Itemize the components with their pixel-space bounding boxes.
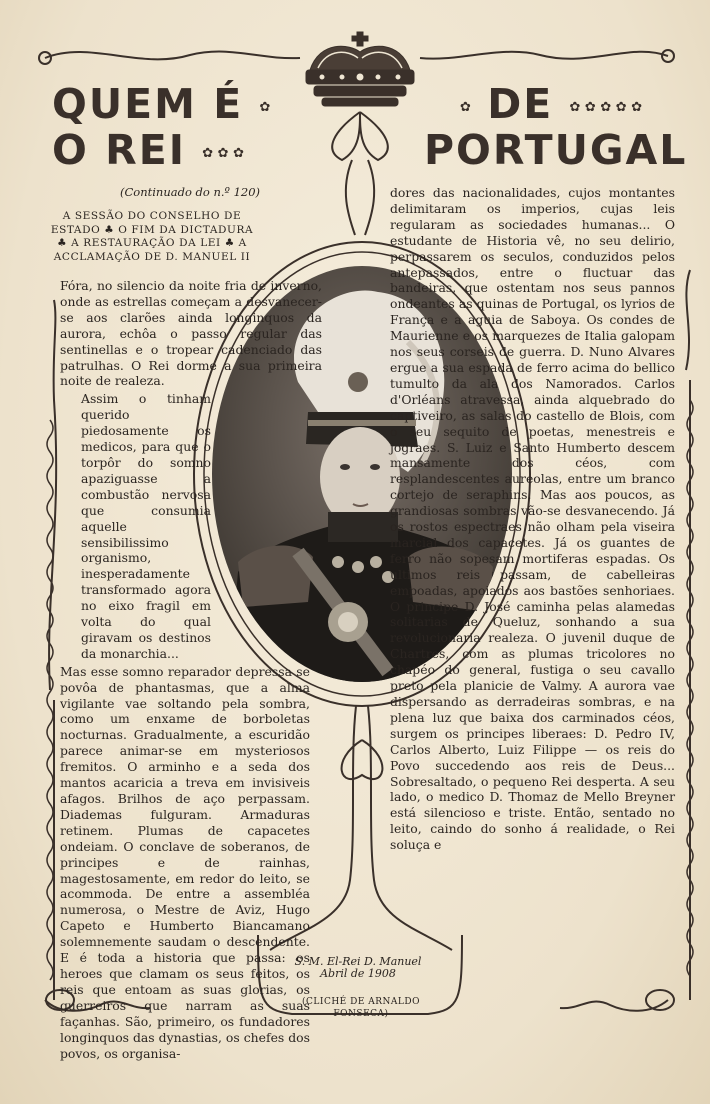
credit-line: FONSECA): [333, 1009, 389, 1019]
portrait-caption: [270, 956, 446, 980]
headline-left-line1: [52, 80, 271, 128]
headline-text: PORTUGAL: [424, 126, 688, 174]
chapter-summary: A SESSÃO DO CONSELHO DE ESTADO ♣ O FIM DA DICTADURA ♣ A RESTAURAÇÃO DA LEI ♣ A ACCLAMAÇÃO DE D. MANUEL II: [50, 210, 254, 263]
paragraph: Fóra, no silencio da noite fria de inverno, onde as estrellas começam a desvanecer-se aos clarões ainda longinquos da aurora, echôa o passo regular das sentinellas e o tropear cadenciado das patrulhas. O Rei dorme a sua primeira noite de realeza.: [60, 278, 322, 389]
rosette-icon: ✿ ✿ ✿: [202, 145, 244, 161]
headline-left-line2: [52, 126, 244, 174]
caption-title: S. M. El-Rei D. Manuel: [294, 955, 422, 968]
paragraph: Assim o tinham querido piedosamente os medicos, para que o torpôr do somno apaziguasse a combustão nervosa que consumia aquelle sensibilissimo organismo, inesperadamente transformado agora no eixo fragil em volta do qual giravam os destinos da monarchia...: [81, 391, 211, 661]
article-column-left: [46, 278, 326, 1061]
rosette-icon: ✿: [460, 99, 471, 115]
credit-line: (CLICHÉ DE ARNALDO: [302, 997, 420, 1007]
paragraph: dores das nacionalidades, cujos montantes delimitaram os imperios, cujas leis regularam as sociedades humanas... O estudante de Historia vê, no seu delirio, perpassarem os seculos, conduzidos pelos antepassados, entre o fluctuar das bandeiras, que ostentam nos seus pannos ondeantes as quinas de Portugal, os lyrios de França e a aguia de Saboya. Os condes de Maurienne e os marquezes de Italia galopam nos seus corseis de guerra. D. Nuno Alvares ergue a sua espada de ferro acima do bellico tumulto da ala dos Namorados. Carlos d'Orléans atravessa, ainda alquebrado do captiveiro, as salas do castello de Blois, com o seu sequito de poetas, menestreis e jograes. S. Luiz e Santo Humberto descem mansamente dos céos, com resplandescentes aureolas, entre um branco cortejo de seraphins. Mas aos poucos, as grandiosas sombras vão-se desvanecendo. Já os rostos espectraes não olham pela viseira marcial dos capacetes. Já os guantes de ferro não sopesam mortiferas espadas. Os ultimos reis passam, de cabelleiras empoadas, apoiados aos bastões senhoriaes. O principe D. José caminha pelas alamedas solitarias de Queluz, sonhando a sua revolucionaria realeza. O juvenil duque de Chartres, com as plumas tricolores no chapéo do general, fustiga o seu cavallo preto pela planicie de Valmy. A aurora vae dispersando as derradeiras sombras, e na plena luz que baixa dos carminados céos, surgem os principes liberaes: D. Pedro IV, Carlos Alberto, Luiz Filippe — os reis do Povo succedendo aos reis de Deus... Sobresaltado, o pequeno Rei desperta. A seu lado, o medico D. Thomaz de Mello Breyner está silencioso e triste. Então, sentado no leito, caindo do sonho á realidade, o Rei soluça e: [390, 185, 675, 853]
article-column-right: [390, 185, 675, 853]
continued-note: (Continuado do n.º 120): [120, 185, 261, 199]
headline-right-line2: [424, 126, 688, 174]
headline-text: DE: [487, 80, 554, 128]
headline-text: O REI: [52, 126, 186, 174]
paragraph: Mas esse somno reparador depressa se povôa de phantasmas, que a alma vigilante vae soltando pela sombra, como um enxame de borboletas nocturnas. Gradualmente, a escuridão parece animar-se em mysteriosos fremitos. O arminho e a seda dos mantos acaricia a treva em invisiveis afagos. Brilhos de aço perpassam. Diademas fulguram. Armaduras retinem. Plumas de capacetes ondeiam. O conclave de soberanos, de principes e de rainhas, magestosamente, em redor do leito, se acommoda. De entre a assembléa numerosa, o Mestre de Aviz, Hugo Capeto e Humberto Biancamano solemnemente saudam o descendente. E é toda a historia que passa: os heroes que clamam os seus feitos, os reis que entoam as suas glorias, os guerreiros que narram as suas façanhas. São, primeiro, os fundadores longinquos das dynastias, os chefes dos povos, os organisa-: [60, 663, 310, 1061]
rosette-icon: ✿: [259, 99, 271, 115]
rosette-icon: ✿ ✿ ✿ ✿ ✿: [569, 99, 643, 115]
photo-credit: [295, 996, 427, 1020]
crown-icon: [300, 30, 420, 112]
headline-right-line1: [460, 80, 643, 128]
headline-text: QUEM É: [52, 80, 244, 128]
caption-date: Abril de 1908: [320, 967, 396, 980]
